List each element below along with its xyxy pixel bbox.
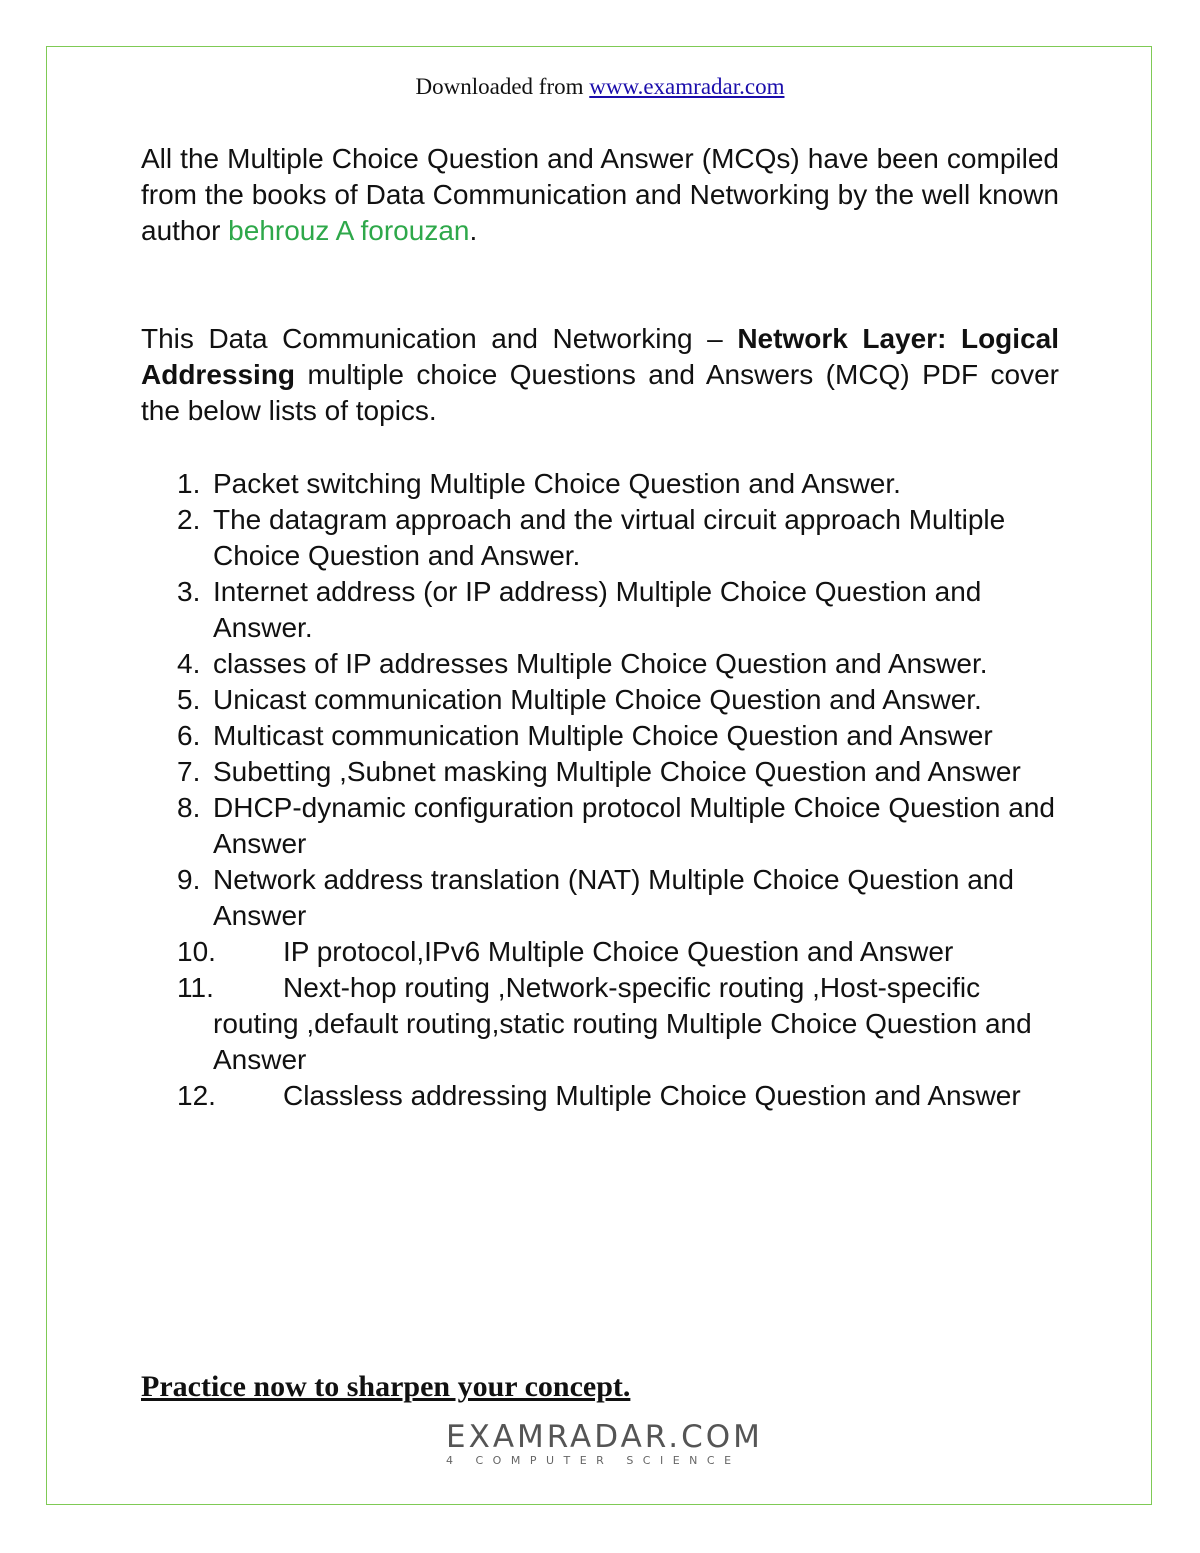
topic-number: 7. <box>177 756 201 787</box>
topic-number: 5. <box>177 684 201 715</box>
topic-item <box>141 934 1059 970</box>
topic-number: 12. <box>177 1080 216 1111</box>
topic-item <box>141 682 1059 718</box>
intro-text: All the Multiple Choice Question and Answer (MCQs) have been compiled from the books of Data Communication and Networking by the well known author <box>141 143 1059 246</box>
topic-text: Internet address (or IP address) Multiple Choice Question and Answer. <box>213 576 982 643</box>
topic-item <box>141 502 1059 574</box>
topic-number: 2. <box>177 504 201 535</box>
topic-text: IP protocol,IPv6 Multiple Choice Question and Answer <box>283 936 954 967</box>
topic-text: Network address translation (NAT) Multiple Choice Question and Answer <box>213 864 1014 931</box>
description-bold: Network Layer: Logical Addressing <box>141 323 1059 390</box>
topic-item <box>141 646 1059 682</box>
intro-suffix: . <box>469 215 478 246</box>
topic-text: Packet switching Multiple Choice Question and Answer. <box>213 468 901 499</box>
topic-number: 8. <box>177 792 201 823</box>
topic-number: 9. <box>177 864 201 895</box>
topic-number: 3. <box>177 576 201 607</box>
topic-text: Multicast communication Multiple Choice Question and Answer <box>213 720 993 751</box>
topic-number: 10. <box>177 936 216 967</box>
logo-sub-text: 4 COMPUTER SCIENCE <box>446 1454 741 1467</box>
logo-main-text: EXAMRADAR.COM <box>446 1419 763 1455</box>
topic-text: Classless addressing Multiple Choice Question and Answer <box>283 1080 1021 1111</box>
topic-number: 11. <box>177 972 214 1003</box>
topic-item <box>141 574 1059 646</box>
examradar-link[interactable]: www.examradar.com <box>589 74 785 99</box>
description-part2: multiple choice Questions and Answers (MCQ) PDF cover the below lists of topics. <box>141 359 1059 426</box>
topic-number: 6. <box>177 720 201 751</box>
description-part1: This Data Communication and Networking – <box>141 323 738 354</box>
topic-text: Subetting ,Subnet masking Multiple Choice Question and Answer <box>213 756 1021 787</box>
topic-text: Next-hop routing ,Network-specific routing ,Host-specific routing ,default routing,static routing Multiple Choice Question and Answer <box>213 972 1032 1075</box>
topic-text: DHCP-dynamic configuration protocol Multiple Choice Question and Answer <box>213 792 1055 859</box>
topic-number: 4. <box>177 648 201 679</box>
author-name: behrouz A forouzan <box>228 215 470 246</box>
topics-list <box>141 466 1059 1114</box>
topic-text: The datagram approach and the virtual circuit approach Multiple Choice Question and Answer. <box>213 504 1006 571</box>
topic-item <box>141 718 1059 754</box>
topic-item <box>141 790 1059 862</box>
topic-number: 1. <box>177 468 201 499</box>
topic-item <box>141 466 1059 502</box>
topic-text: Unicast communication Multiple Choice Question and Answer. <box>213 684 982 715</box>
header-prefix: Downloaded from <box>415 74 584 99</box>
topic-item <box>141 1078 1059 1114</box>
topic-text: classes of IP addresses Multiple Choice Question and Answer. <box>213 648 988 679</box>
intro-paragraph <box>141 141 1059 249</box>
examradar-logo <box>446 1420 766 1468</box>
download-header <box>0 74 1200 100</box>
topic-item <box>141 970 1059 1078</box>
description-paragraph <box>141 321 1059 429</box>
practice-note: Practice now to sharpen your concept. <box>141 1370 631 1403</box>
topic-item <box>141 862 1059 934</box>
topic-item <box>141 754 1059 790</box>
